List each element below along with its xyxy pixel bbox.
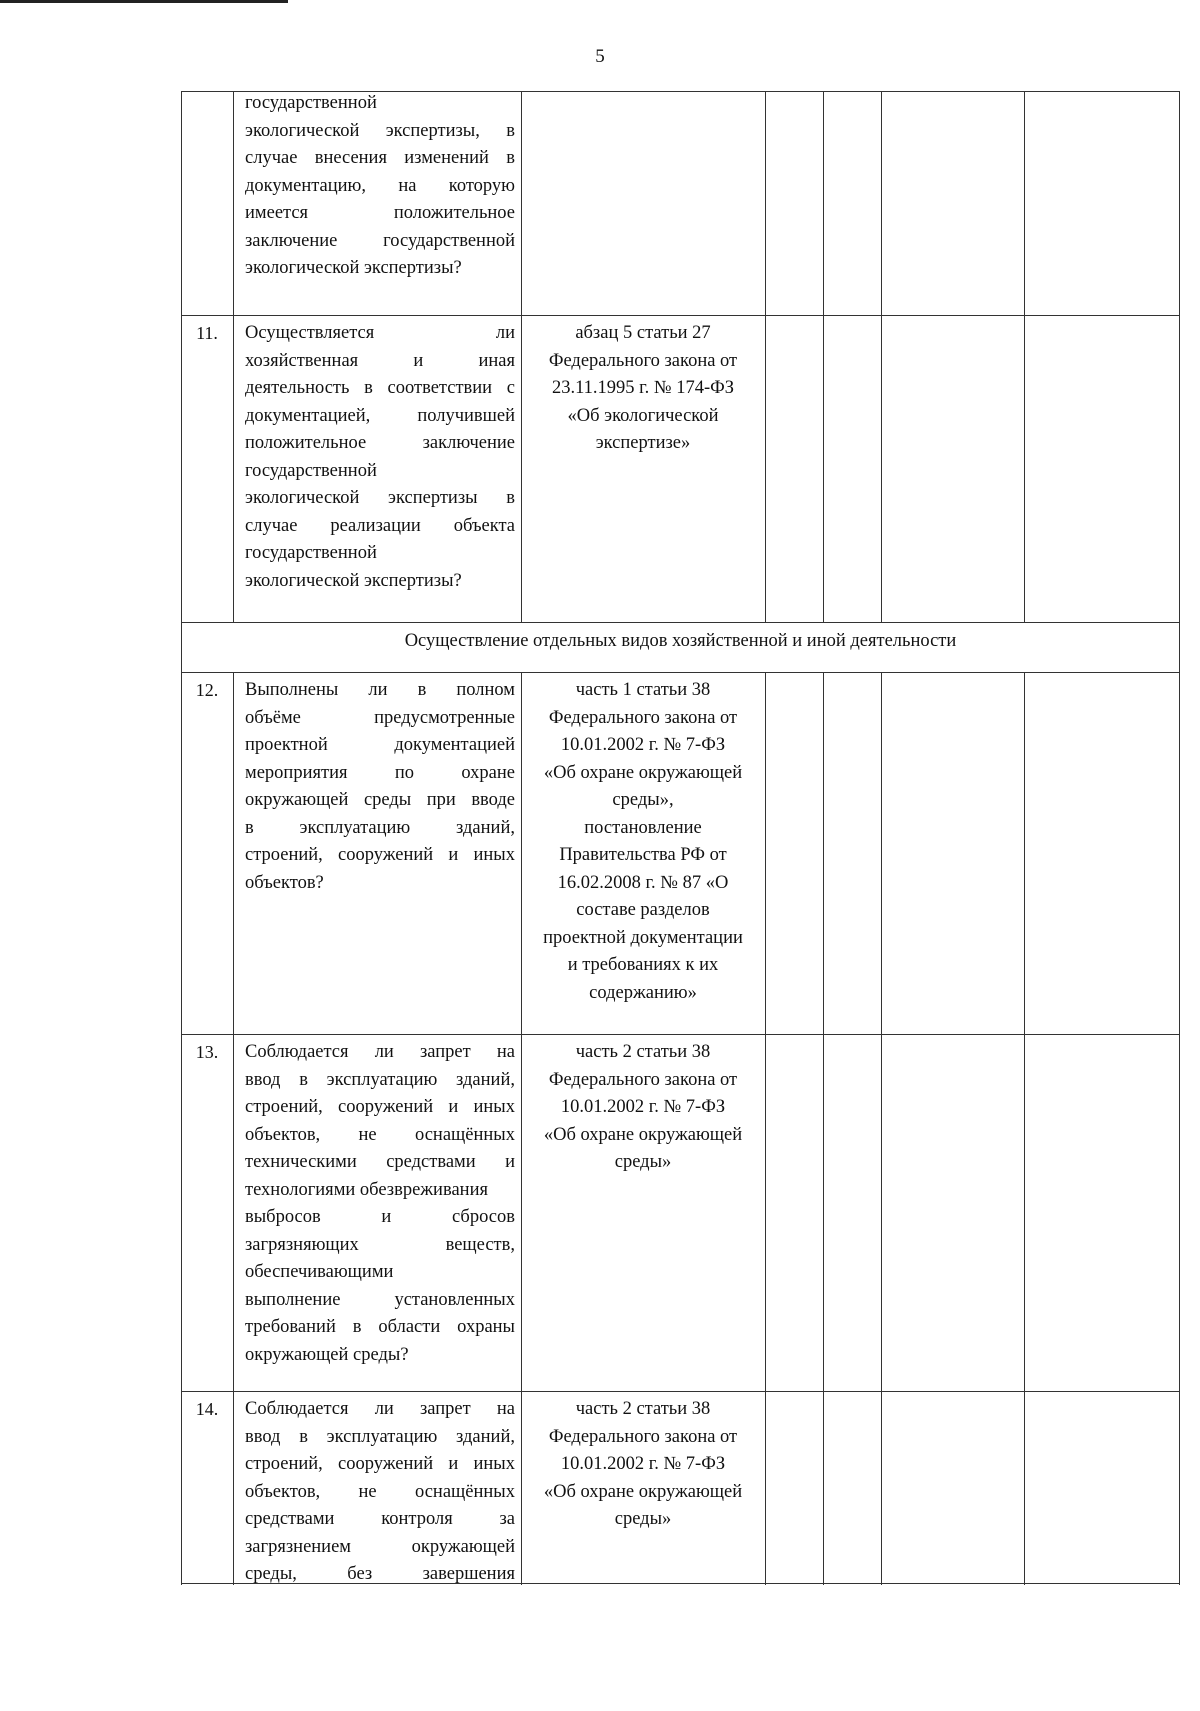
question-line: выполнение установленных [245, 1289, 515, 1310]
legal-basis-line: постановление [584, 817, 702, 838]
question-line: в эксплуатацию зданий, [245, 817, 515, 838]
legal-basis-line: 23.11.1995 г. № 174-ФЗ [551, 378, 734, 398]
checklist-table [181, 91, 1180, 1585]
legal-basis-line: 10.01.2002 г. № 7-ФЗ [560, 735, 726, 755]
legal-basis-line: абзац 5 статьи 27 [575, 323, 711, 343]
question-line: загрязнением окружающей [245, 1536, 515, 1557]
question-line: документацией, получившей [245, 405, 515, 426]
question-line: имеется положительное [245, 203, 515, 223]
question-line: мероприятия по охране [245, 762, 515, 783]
question-line: объёме предусмотренные [245, 707, 515, 728]
question-line: строений, сооружений и иных [245, 1454, 515, 1474]
question-line: строений, сооружений и иных [245, 845, 515, 865]
page-number: 5 [595, 46, 605, 67]
legal-basis-line: «Об охране окружающей [543, 762, 743, 783]
legal-basis-line: среды» [614, 1152, 672, 1172]
question-line: объектов? [245, 872, 324, 893]
question-line: государственной [245, 543, 377, 563]
legal-basis-line: «Об охране окружающей [543, 1481, 743, 1502]
legal-basis-line: Федерального закона от [548, 707, 738, 728]
legal-basis-line: «Об экологической [567, 405, 719, 426]
legal-basis-line: и требованиях к их [567, 955, 719, 975]
question-line: Соблюдается ли запрет на [245, 1399, 515, 1419]
question-line: деятельность в соответствии с [245, 378, 515, 398]
question-line: выбросов и сбросов [245, 1207, 515, 1227]
legal-basis-cell [526, 1396, 760, 1534]
legal-basis-line: среды», [612, 790, 674, 810]
question-line: Осуществляется ли [245, 323, 515, 343]
legal-basis-cell [526, 320, 760, 458]
legal-basis-line: Федерального закона от [548, 350, 738, 371]
legal-basis-line: часть 2 статьи 38 [575, 1042, 711, 1062]
legal-basis-line: 16.02.2008 г. № 87 «О [557, 872, 729, 893]
question-cell [245, 677, 515, 897]
question-cell [245, 1396, 515, 1589]
question-line: окружающей среды? [245, 1344, 409, 1365]
legal-basis-line: часть 1 статьи 38 [575, 680, 711, 700]
legal-basis-line: часть 2 статьи 38 [575, 1399, 711, 1419]
question-line: технологиями обезвреживания [245, 1179, 488, 1200]
question-line: объектов, не оснащённых [245, 1124, 515, 1145]
question-line: Соблюдается ли запрет на [245, 1042, 515, 1062]
row-divider [181, 1034, 1180, 1035]
legal-basis-line: составе разделов [576, 900, 710, 920]
legal-basis-line: 10.01.2002 г. № 7-ФЗ [560, 1097, 726, 1117]
question-cell [245, 320, 515, 595]
row-number: 11. [196, 323, 218, 343]
legal-basis-cell [526, 677, 760, 1007]
legal-basis-line: Федерального закона от [548, 1426, 738, 1447]
question-line: документацию, на которую [245, 175, 515, 196]
legal-basis-line: 10.01.2002 г. № 7-ФЗ [560, 1454, 726, 1474]
legal-basis-line: проектной документации [543, 927, 743, 948]
question-line: экологической экспертизы в [245, 488, 515, 508]
question-line: государственной [245, 460, 377, 481]
question-line: строений, сооружений и иных [245, 1097, 515, 1117]
row-divider [181, 315, 1180, 316]
question-line: техническими средствами и [245, 1152, 515, 1172]
row-divider [181, 672, 1180, 673]
row-divider [181, 1391, 1180, 1392]
row-divider [181, 622, 1180, 623]
legal-basis-line: Правительства РФ от [559, 845, 727, 865]
question-line: среды, без завершения [245, 1564, 515, 1584]
legal-basis-line: содержанию» [589, 982, 697, 1003]
question-line: заключение государственной [245, 230, 515, 251]
question-line: объектов, не оснащённых [245, 1481, 515, 1502]
question-line: требований в области охраны [245, 1317, 515, 1337]
legal-basis-line: экспертизе» [595, 433, 691, 453]
question-line: обеспечивающими [245, 1262, 394, 1282]
scan-top-edge-line [0, 0, 288, 3]
question-cell [245, 1039, 515, 1369]
question-cell [245, 90, 515, 283]
question-line: хозяйственная и иная [245, 350, 515, 371]
question-line: средствами контроля за [245, 1509, 515, 1529]
question-line: случае реализации объекта [245, 515, 515, 536]
question-line: ввод в эксплуатацию зданий, [245, 1426, 515, 1447]
legal-basis-cell [526, 1039, 760, 1177]
question-line: Выполнены ли в полном [245, 680, 515, 700]
question-line: случае внесения изменений в [245, 148, 515, 168]
row-number: 14. [195, 1399, 219, 1419]
legal-basis-line: среды» [614, 1509, 672, 1529]
row-number: 12. [195, 680, 219, 700]
legal-basis-line: Федерального закона от [548, 1069, 738, 1090]
question-line: ввод в эксплуатацию зданий, [245, 1069, 515, 1090]
legal-basis-line: «Об охране окружающей [543, 1124, 743, 1145]
question-line: загрязняющих веществ, [245, 1234, 515, 1255]
section-title: Осуществление отдельных видов хозяйственной и иной деятельности [404, 631, 957, 651]
question-line: проектной документацией [245, 735, 515, 755]
question-line: государственной [245, 93, 377, 113]
question-line: экологической экспертизы? [245, 258, 462, 278]
question-line: экологической экспертизы, в [245, 120, 515, 141]
question-line: положительное заключение [245, 433, 515, 453]
question-line: окружающей среды при вводе [245, 790, 515, 810]
question-line: экологической экспертизы? [245, 570, 462, 591]
row-number: 13. [195, 1042, 219, 1062]
